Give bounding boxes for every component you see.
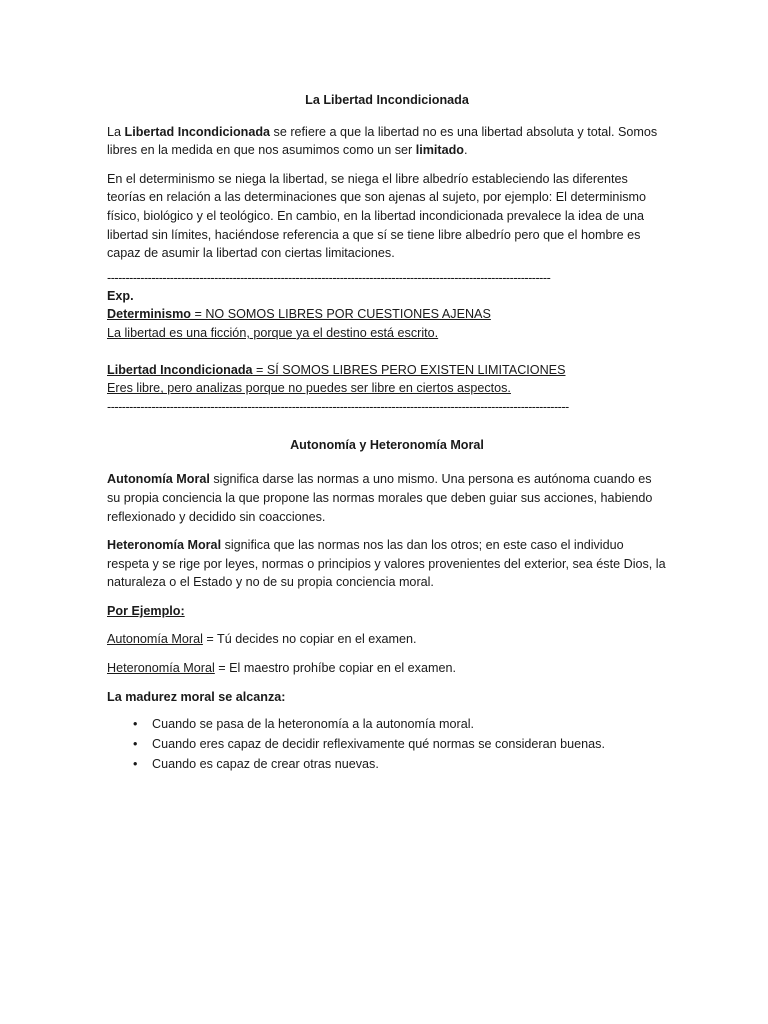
bold-term: Heteronomía Moral	[107, 538, 222, 553]
paragraph-text: significa que las normas nos las dan los otros; en este caso el individuo respeta y se rige por leyes, normas o principios y valores provenientes del exterior, sea éste Dios, la naturaleza o el Estado y no de su propia conciencia moral.	[107, 538, 666, 590]
list-item	[133, 754, 667, 774]
determinismo-note: La libertad es una ficción, porque ya el destino está escrito.	[107, 325, 439, 340]
madurez-list	[107, 714, 667, 774]
example-autonomia	[107, 630, 667, 649]
bold-term: limitado	[415, 143, 464, 158]
paragraph-libertad-definition	[107, 123, 667, 160]
bold-term: Autonomía Moral	[107, 472, 210, 487]
paragraph-autonomia	[107, 470, 667, 526]
exp-label	[107, 287, 667, 306]
libertad-line	[107, 361, 667, 380]
paragraph-determinismo: En el determinismo se niega la libertad, se niega el libre albedrío estableciendo las diferentes teorías en relación a las determinaciones que son ajenas al sujeto, por ejemplo: El determinismo físico, biológico y el teológico. En cambio, en la libertad incondicionada prevalece la idea de una libertad sin límites, haciéndose referencia a que sí se tiene libre albedrío pero que el hombre es capaz de asumir la libertad con ciertas limitaciones.	[107, 171, 647, 261]
libertad-note: Eres libre, pero analizas porque no puedes ser libre en ciertos aspectos.	[107, 381, 511, 396]
example-heteronomia	[107, 659, 667, 678]
list-item	[133, 714, 667, 734]
list-item	[133, 734, 667, 754]
bullet-icon: •	[133, 757, 138, 772]
paragraph-text: se refiere a que la libertad no es una libertad absoluta y total. Somos libres en la medida en que nos asumimos como un ser	[107, 124, 658, 158]
determinismo-definition: = NO SOMOS LIBRES POR CUESTIONES AJENAS	[190, 307, 491, 322]
libertad-definition: = SÍ SOMOS LIBRES PERO EXISTEN LIMITACIONES	[252, 362, 566, 377]
document-body	[107, 91, 667, 774]
example-term: Autonomía Moral	[107, 632, 203, 647]
spacer	[107, 343, 667, 361]
example-block	[107, 287, 667, 398]
libertad-term: Libertad Incondicionada	[107, 362, 253, 377]
example-term: Heteronomía Moral	[107, 661, 215, 676]
paragraph-text: .	[464, 143, 468, 158]
bold-term: Libertad Incondicionada	[124, 124, 271, 139]
example-text: = Tú decides no copiar en el examen.	[202, 632, 417, 647]
list-item-text: Cuando eres capaz de decidir reflexivamente qué normas se consideran buenas.	[152, 737, 605, 752]
bullet-icon: •	[133, 737, 138, 752]
dashed-separator: -----------------------------------------------------------------------------------------------------------------------------	[107, 399, 569, 414]
bullet-icon: •	[133, 717, 138, 732]
paragraph-text: La	[107, 124, 125, 139]
paragraph-text: significa darse las normas a uno mismo. Una persona es autónoma cuando es su propia conciencia la que propone las normas morales que deben guiar sus acciones, habiendo reflexionado y decidido sin coacciones.	[107, 472, 653, 524]
ejemplo-heading-text: Por Ejemplo:	[107, 603, 185, 618]
exp-label-text: Exp.	[107, 288, 134, 303]
section-title-autonomia: Autonomía y Heteronomía Moral	[290, 437, 484, 452]
list-item-text: Cuando es capaz de crear otras nuevas.	[152, 757, 379, 772]
madurez-heading	[107, 688, 667, 707]
madurez-heading-text: La madurez moral se alcanza:	[107, 689, 286, 704]
example-text: = El maestro prohíbe copiar en el examen.	[214, 661, 456, 676]
dashed-separator: ------------------------------------------------------------------------------------------------------------------------	[107, 270, 551, 285]
determinismo-term: Determinismo	[107, 307, 191, 322]
section-title-libertad: La Libertad Incondicionada	[305, 93, 469, 107]
ejemplo-heading	[107, 602, 667, 621]
list-item-text: Cuando se pasa de la heteronomía a la autonomía moral.	[152, 717, 475, 732]
paragraph-heteronomia	[107, 536, 667, 592]
determinismo-line	[107, 305, 667, 324]
